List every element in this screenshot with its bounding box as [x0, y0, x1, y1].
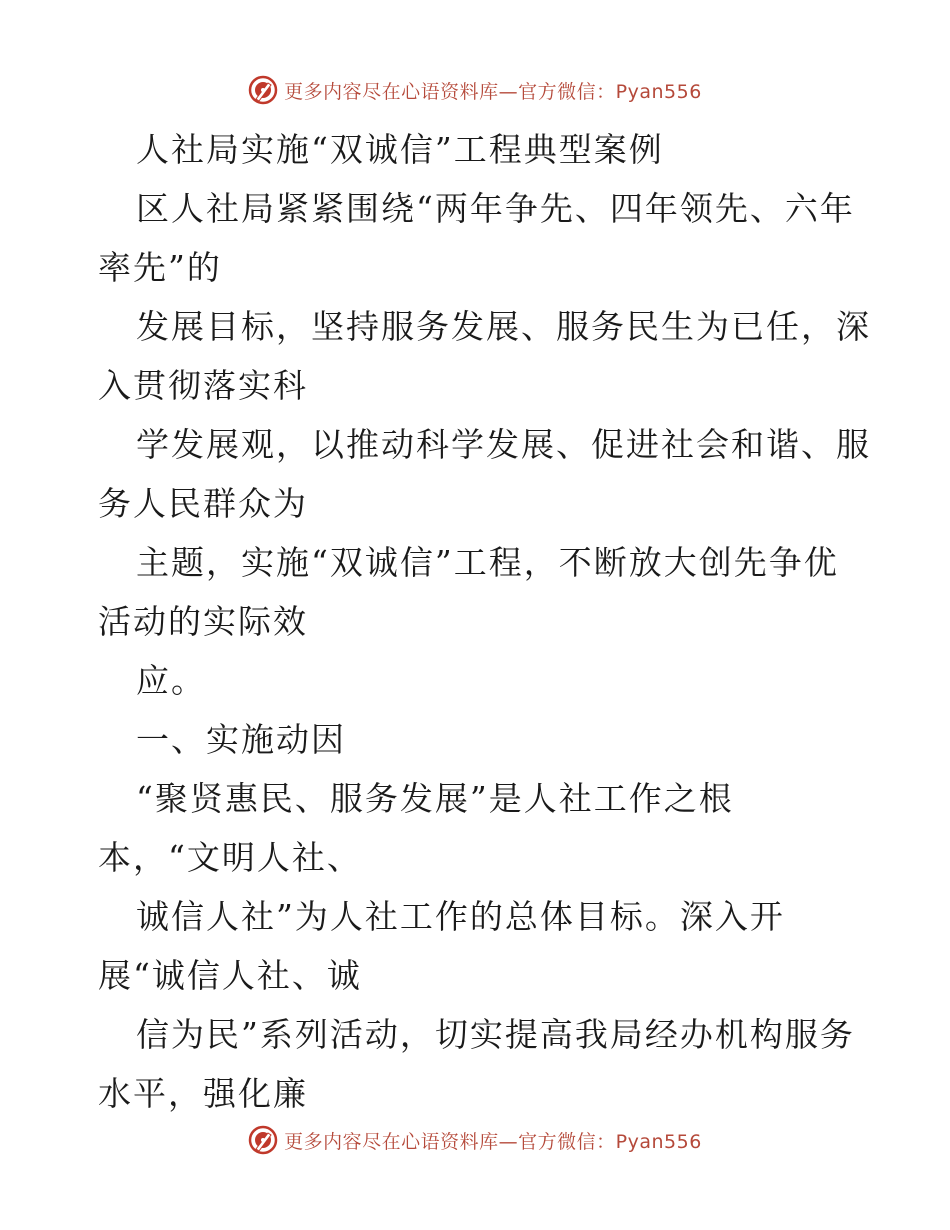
document-body [98, 120, 871, 1123]
text-line: 信为民”系列活动，切实提高我局经办机构服务 [136, 1015, 855, 1054]
text-line: 区人社局紧紧围绕“两年争先、四年领先、六年 [136, 189, 855, 228]
watermark-text: 更多内容尽在心语资料库—官方微信：Pyan556 [284, 80, 702, 103]
text-line: 学发展观，以推动科学发展、促进社会和谐、服 [136, 425, 871, 464]
text-line: 发展目标，坚持服务发展、服务民生为已任，深 [136, 307, 871, 346]
text-line: 率先”的 [98, 248, 222, 287]
text-line: 一、实施动因 [136, 720, 346, 759]
header-watermark [0, 70, 950, 110]
text-line: 应。 [136, 661, 206, 700]
document-title: 人社局实施“双诚信”工程典型案例 [136, 130, 664, 169]
footer-watermark [0, 1120, 950, 1160]
pen-logo-icon [248, 1125, 278, 1155]
text-line: 本，“文明人社、 [98, 838, 362, 877]
watermark-text: 更多内容尽在心语资料库—官方微信：Pyan556 [284, 1130, 702, 1153]
text-line: 展“诚信人社、诚 [98, 956, 362, 995]
text-line: 水平，强化廉 [98, 1074, 308, 1113]
pen-logo-icon [248, 75, 278, 105]
text-line: “聚贤惠民、服务发展”是人社工作之根 [136, 779, 734, 818]
text-line: 务人民群众为 [98, 484, 308, 523]
text-line: 诚信人社”为人社工作的总体目标。深入开 [136, 897, 785, 936]
text-line: 主题，实施“双诚信”工程，不断放大创先争优 [136, 543, 839, 582]
text-line: 活动的实际效 [98, 602, 308, 641]
text-line: 入贯彻落实科 [98, 366, 308, 405]
